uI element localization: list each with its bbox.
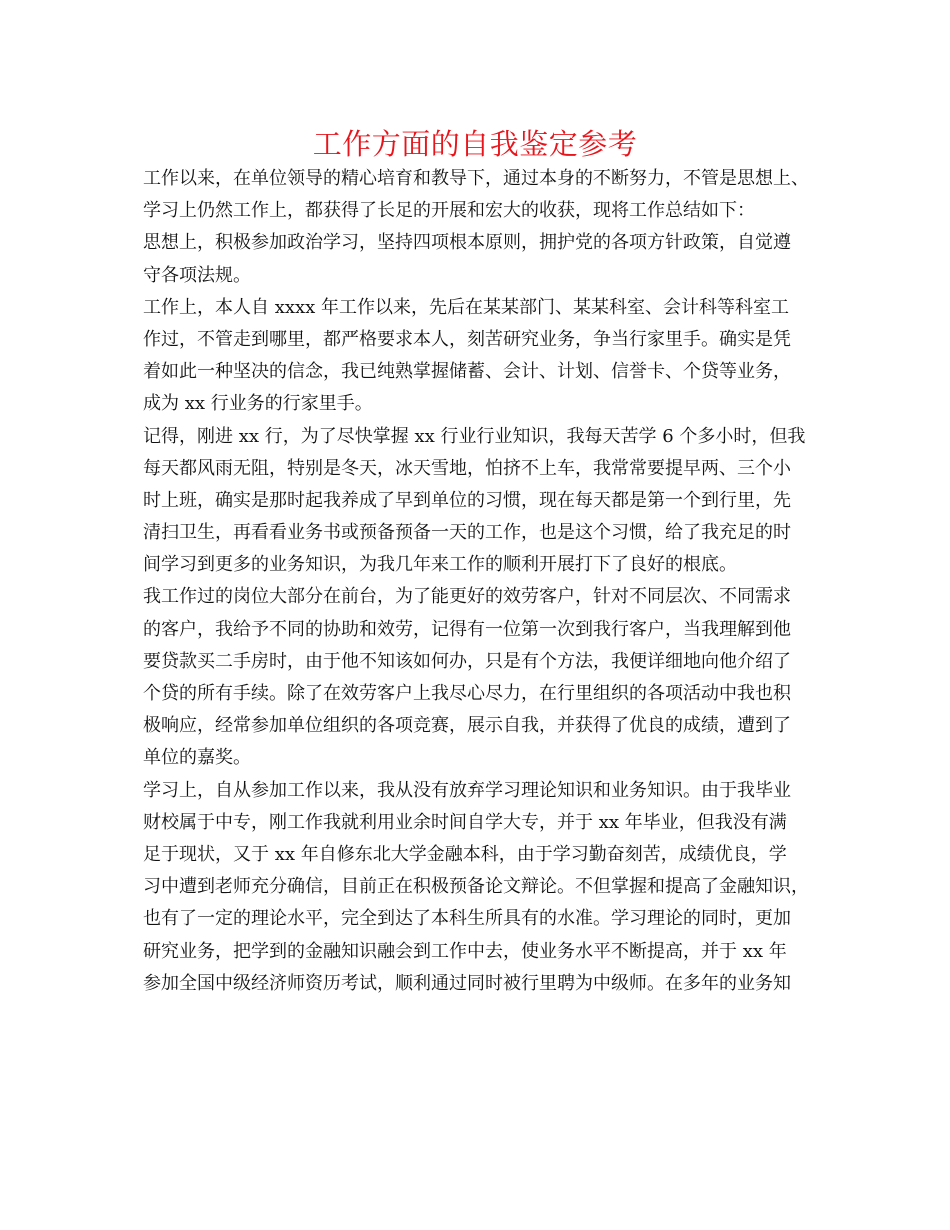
body-line: 习中遭到老师充分确信，目前正在积极预备论文辩论。不但掌握和提高了金融知识，: [143, 876, 809, 898]
document-body: [143, 163, 823, 1000]
body-line: 要贷款买二手房时，由于他不知该如何办，只是有个方法，我便详细地向他介绍了: [143, 650, 791, 672]
body-line: 工作上，本人自 xxxx 年工作以来，先后在某某部门、某某科室、会计科等科室工: [143, 296, 790, 318]
body-line: 思想上，积极参加政治学习，坚持四项根本原则，拥护党的各项方针政策，自觉遵: [143, 232, 791, 254]
body-line: 作过，不管走到哪里，都严格要求本人，刻苦研究业务，争当行家里手。确实是凭: [143, 328, 791, 350]
body-line: 研究业务，把学到的金融知识融会到工作中去，使业务水平不断提高，并于 xx 年: [143, 940, 787, 962]
body-line: 参加全国中级经济师资历考试，顺利通过同时被行里聘为中级师。在多年的业务知: [143, 972, 791, 994]
body-line: 个贷的所有手续。除了在效劳客户上我尽心尽力，在行里组织的各项活动中我也积: [143, 683, 791, 704]
body-line: 每天都风雨无阻，特别是冬天，冰天雪地，怕挤不上车，我常常要提早两、三个小: [143, 457, 791, 479]
body-line: 着如此一种坚决的信念，我已纯熟掌握储蓄、会计、计划、信誉卡、个贷等业务，: [143, 361, 791, 383]
body-line: 工作以来，在单位领导的精心培育和教导下，通过本身的不断努力，不管是思想上、: [143, 168, 809, 189]
body-line: 成为 xx 行业务的行家里手。: [143, 393, 373, 415]
document-title: 工作方面的自我鉴定参考: [312, 127, 638, 161]
body-line: 记得，刚进 xx 行，为了尽快掌握 xx 行业行业知识，我每天苦学 6 个多小时，但我: [143, 425, 806, 447]
body-line: 时上班，确实是那时起我养成了早到单位的习惯，现在每天都是第一个到行里，先: [143, 489, 791, 511]
body-line: 学习上仍然工作上，都获得了长足的开展和宏大的收获，现将工作总结如下：: [143, 200, 755, 222]
body-line: 清扫卫生，再看看业务书或预备预备一天的工作，也是这个习惯，给了我充足的时: [143, 522, 791, 544]
body-line: 我工作过的岗位大部分在前台，为了能更好的效劳客户，针对不同层次、不同需求: [143, 586, 791, 608]
body-line: 守各项法规。: [143, 264, 251, 286]
body-line: 单位的嘉奖。: [143, 747, 251, 769]
body-line: 学习上，自从参加工作以来，我从没有放弃学习理论知识和业务知识。由于我毕业: [143, 779, 791, 801]
body-line: 的客户，我给予不同的协助和效劳，记得有一位第一次到我行客户，当我理解到他: [143, 618, 791, 640]
body-line: 也有了一定的理论水平，完全到达了本科生所具有的水准。学习理论的同时，更加: [143, 908, 791, 930]
body-line: 极响应，经常参加单位组织的各项竞赛，展示自我，并获得了优良的成绩，遭到了: [143, 715, 791, 737]
body-line: 财校属于中专，刚工作我就利用业余时间自学大专，并于 xx 年毕业，但我没有满: [143, 811, 787, 833]
body-line: 间学习到更多的业务知识，为我几年来工作的顺利开展打下了良好的根底。: [143, 554, 737, 576]
body-line: 足于现状，又于 xx 年自修东北大学金融本科，由于学习勤奋刻苦，成绩优良，学: [143, 843, 787, 865]
